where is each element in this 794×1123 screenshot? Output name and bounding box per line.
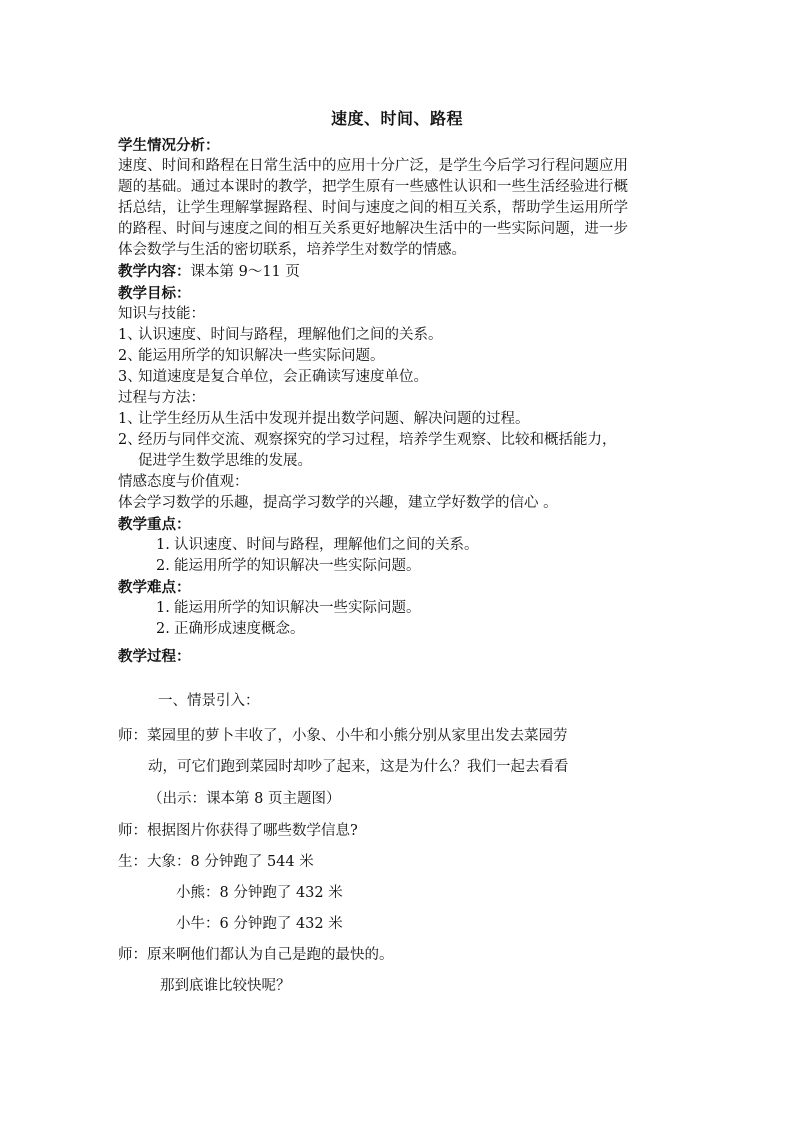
document-body	[118, 135, 628, 667]
knowledge-item	[118, 367, 628, 388]
teaching-content-line	[118, 261, 628, 283]
key-point-item	[118, 556, 628, 577]
process-method-item-num: 2、	[118, 432, 142, 448]
teaching-content-value: 课本第 9～11 页	[190, 264, 300, 280]
teacher-line-cont: 那到底谁比较快呢？	[160, 978, 291, 994]
key-point-num: 2.	[156, 558, 170, 574]
key-points-heading: 教学重点：	[118, 516, 191, 533]
emotion-heading: 情感态度与价值观：	[118, 474, 249, 490]
knowledge-item-text: 能运用所学的知识解决一些实际问题。	[138, 348, 385, 364]
page-title: 速度、时间、路程	[330, 109, 463, 128]
process-method-item-text: 经历与同伴交流、观察探究的学习过程，培养学生观察、比较和概括能力，促进学生数学思维的发展。	[138, 432, 617, 469]
key-point-item	[118, 535, 628, 556]
process-heading: 教学过程：	[118, 648, 191, 665]
student-line: 生：大象：8 分钟跑了 544 米	[118, 854, 314, 870]
difficulties-heading: 教学难点：	[118, 579, 191, 596]
process-method-item-num: 1、	[118, 411, 142, 427]
process-method-item	[118, 409, 628, 430]
teacher-line: 师：根据图片你获得了哪些数学信息?	[118, 823, 358, 839]
knowledge-item	[118, 346, 628, 367]
teacher-line: 师：原来啊他们都认为自己是跑的最快的。	[118, 947, 394, 963]
knowledge-item	[118, 325, 628, 346]
knowledge-item-text: 认识速度、时间与路程，理解他们之间的关系。	[138, 327, 443, 343]
teaching-content-label: 教学内容：	[118, 263, 191, 280]
teacher-line: 师：菜园里的萝卜丰收了，小象、小牛和小熊分别从家里出发去菜园劳	[118, 728, 568, 744]
teacher-line-cont: 动，可它们跑到菜园时却吵了起来，这是为什么？我们一起去看看	[148, 759, 569, 775]
teacher-line-cont: （出示：课本第 8 页主题图）	[148, 791, 341, 807]
process-method-item-text: 让学生经历从生活中发现并提出数学问题、解决问题的过程。	[138, 411, 530, 427]
process-method-heading: 过程与方法：	[118, 390, 205, 406]
key-point-text: 能运用所学的知识解决一些实际问题。	[174, 558, 421, 574]
section-intro-heading: 一、情景引入：	[158, 693, 260, 709]
objectives-heading: 教学目标：	[118, 285, 191, 302]
knowledge-item-num: 2、	[118, 348, 142, 364]
difficulty-item	[118, 619, 628, 640]
key-point-text: 认识速度、时间与路程，理解他们之间的关系。	[174, 537, 479, 553]
student-line-cont: 小熊：8 分钟跑了 432 米	[176, 885, 343, 901]
difficulty-text: 能运用所学的知识解决一些实际问题。	[174, 600, 421, 616]
student-analysis-heading: 学生情况分析：	[118, 137, 220, 154]
emotion-text: 体会学习数学的乐趣，提高学习数学的兴趣，建立学好数学的信心 。	[118, 495, 558, 511]
student-analysis-text: 速度、时间和路程在日常生活中的应用十分广泛，是学生今后学习行程问题应用题的基础。通过本课时的教学，把学生原有一些感性认识和一些生活经验进行概括总结，让学生理解掌握路程、时间与速度之间的相互关系，帮助学生运用所学的路程、时间与速度之间的相互关系更好地解决生活中的一些实际问题，进一步体会数学与生活的密切联系，培养学生对数学的情感。	[118, 158, 628, 258]
knowledge-heading: 知识与技能：	[118, 306, 205, 322]
student-line-cont: 小牛：6 分钟跑了 432 米	[176, 916, 343, 932]
process-method-item	[118, 430, 628, 472]
knowledge-item-text: 知道速度是复合单位，会正确读写速度单位。	[138, 369, 428, 385]
knowledge-item-num: 3、	[118, 369, 142, 385]
knowledge-item-num: 1、	[118, 327, 142, 343]
key-point-num: 1.	[156, 537, 170, 553]
difficulty-text: 正确形成速度概念。	[174, 621, 305, 637]
difficulty-num: 1.	[156, 600, 170, 616]
difficulty-num: 2.	[156, 621, 170, 637]
difficulty-item	[118, 598, 628, 619]
